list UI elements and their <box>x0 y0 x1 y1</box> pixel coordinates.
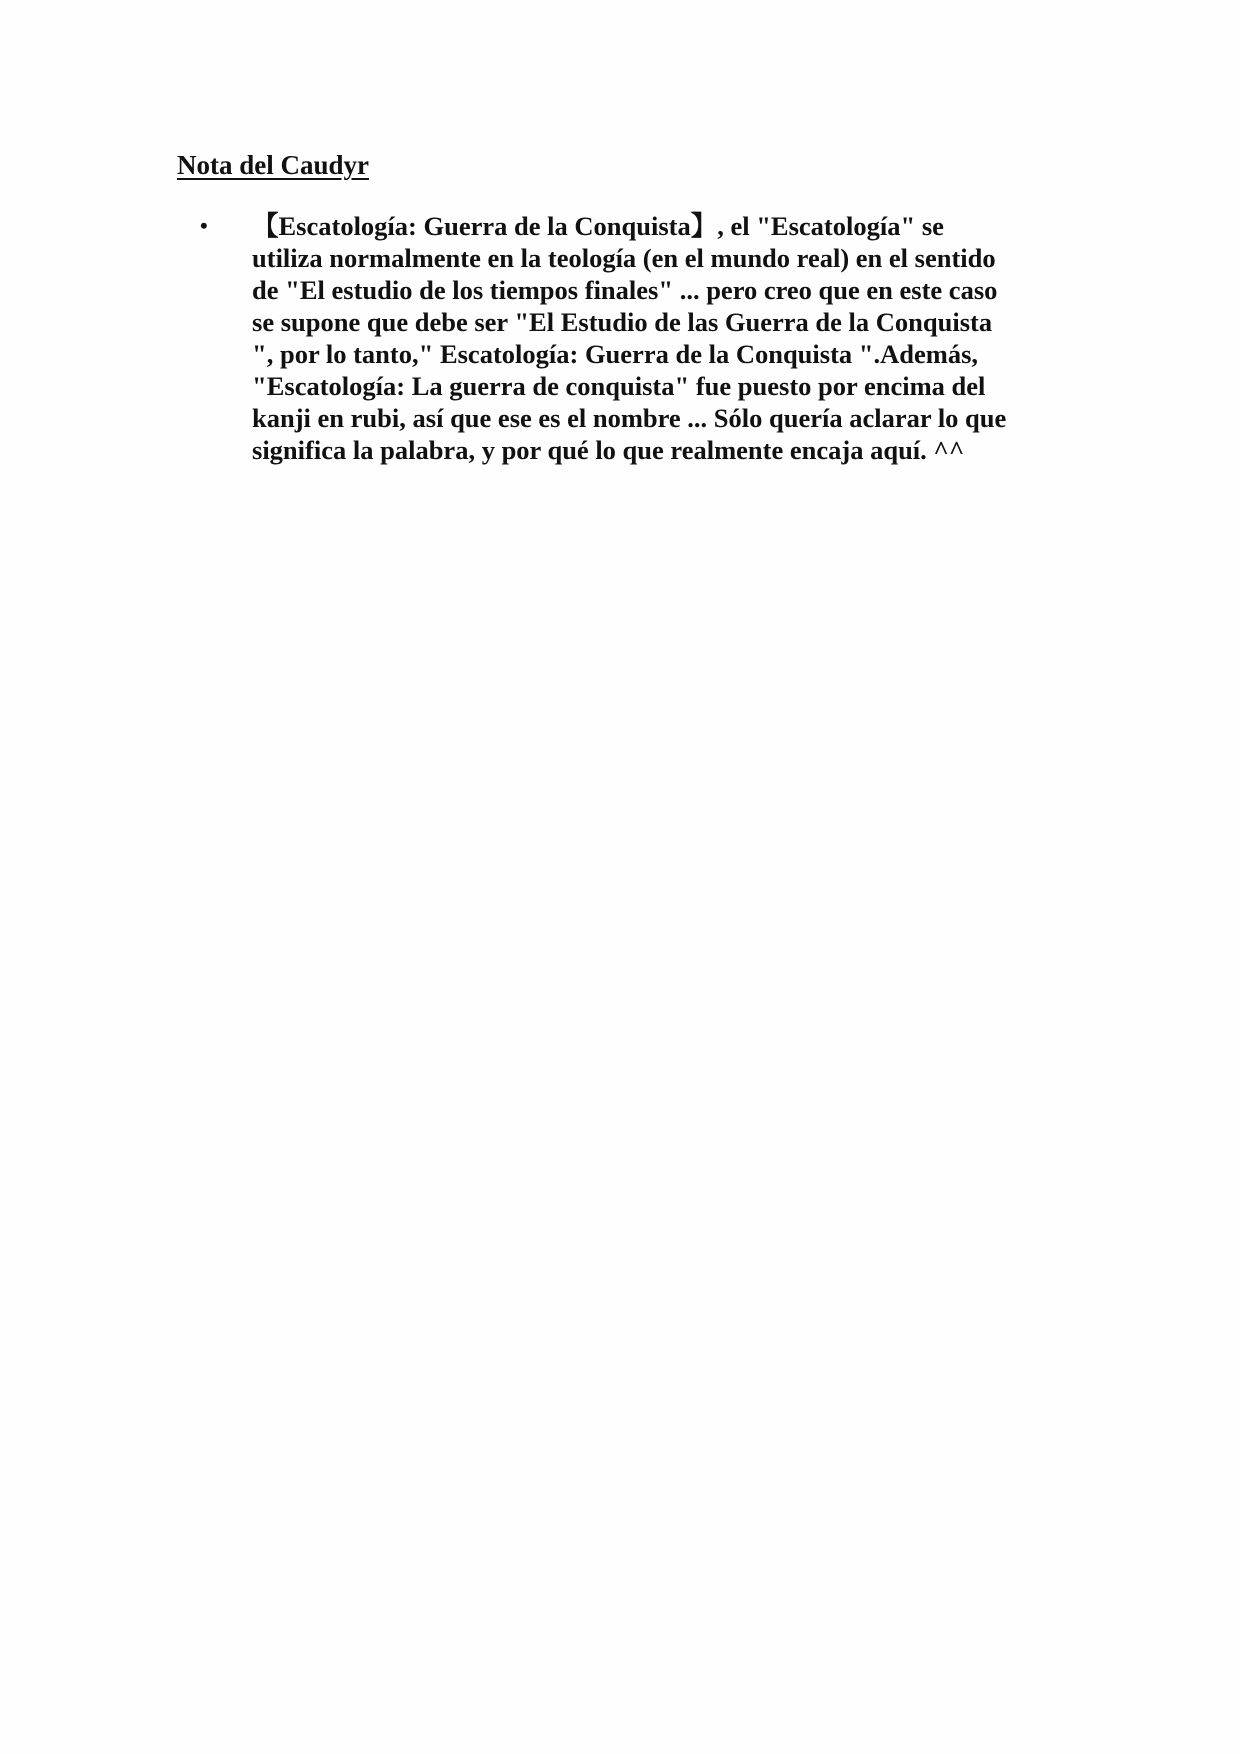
note-line: 【Escatología: Guerra de la Conquista】, el "Escatología" se <box>252 211 944 241</box>
note-line: ", por lo tanto," Escatología: Guerra de la Conquista ".Además, <box>252 339 979 369</box>
translator-note-list <box>200 210 1080 466</box>
note-line: se supone que debe ser "El Estudio de las Guerra de la Conquista <box>252 307 993 337</box>
bullet-icon: • <box>200 213 208 238</box>
note-line: kanji en rubi, así que ese es el nombre ... Sólo quería aclarar lo que <box>252 403 1007 433</box>
list-item <box>200 210 1080 466</box>
note-line: significa la palabra, y por qué lo que realmente encaja aquí. ^^ <box>252 435 965 465</box>
note-line: "Escatología: La guerra de conquista" fue puesto por encima del <box>252 371 986 401</box>
note-line: de "El estudio de los tiempos finales" ... pero creo que en este caso <box>252 275 998 305</box>
note-line: utiliza normalmente en la teología (en el mundo real) en el sentido <box>252 243 996 273</box>
page-title: Nota del Caudyr <box>177 150 370 180</box>
